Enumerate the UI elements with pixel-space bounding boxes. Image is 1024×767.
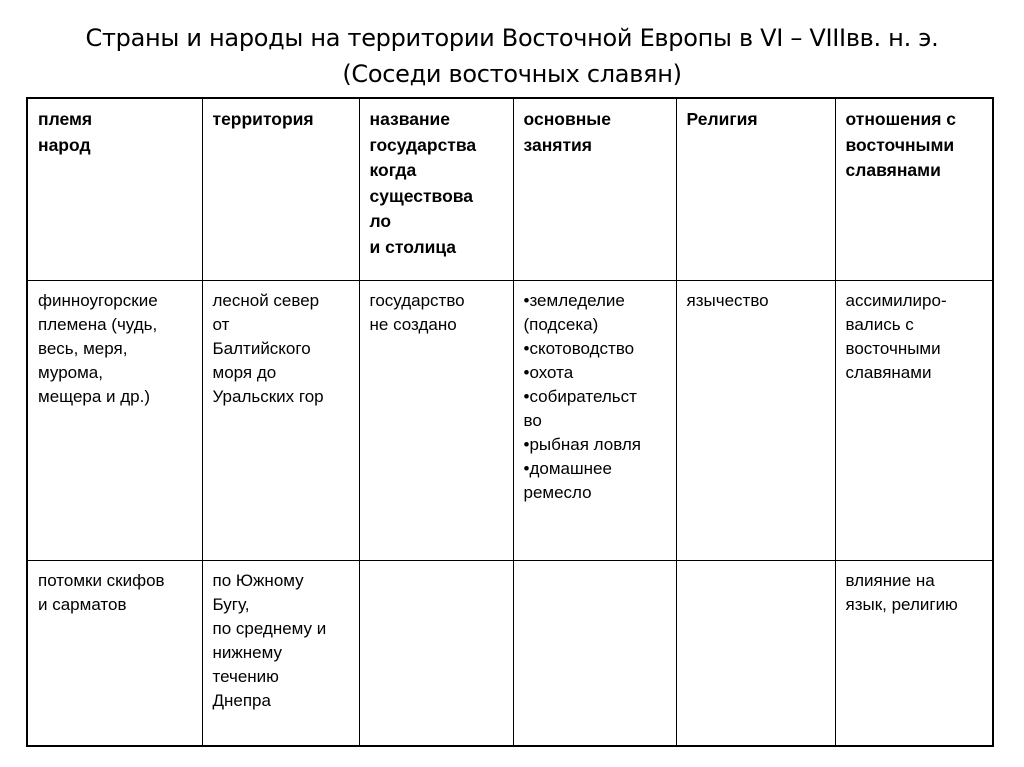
cell-tribe [27,280,202,560]
cell-religion [676,560,835,746]
cell-line: Религия [686,109,758,129]
header-cell-relations [835,98,993,280]
cell-line: и столица [369,236,457,257]
slide-title [0,20,1024,92]
cell-line: •рыбная ловля [523,434,641,454]
cell-tribe [27,560,202,746]
cell-line: территория [212,109,314,129]
cell-line: основные [523,109,611,129]
cell-line: и сарматов [38,594,127,614]
cell-occupations [513,280,676,560]
cell-line: не создано [369,314,457,334]
header-cell-religion [676,98,835,280]
cell-occupations [513,560,676,746]
cell-territory [202,560,359,746]
cell-line: славянами [845,160,941,180]
cell-territory [202,280,359,560]
cell-line: •скотоводство [523,338,635,358]
cell-line: весь, меря, [38,338,128,358]
title-line-2: (Соседи восточных славян) [342,60,682,88]
cell-line: •собирательст [523,386,637,406]
cell-religion [676,280,835,560]
cell-state [359,560,513,746]
cell-line: мещера и др.) [38,386,151,406]
cell-state [359,280,513,560]
cell-line: племя [38,109,93,129]
table-row [27,560,993,746]
cell-line: финноугорские [38,290,158,310]
cell-line: восточными [845,134,955,155]
cell-line: Бугу, [212,594,250,614]
cell-line: по Южному [212,570,304,590]
cell-line: моря до [212,362,277,382]
cell-line: Днепра [212,690,271,710]
cell-line: влияние на [845,570,935,590]
cell-line: существова [369,185,474,206]
cell-line: государства [369,134,477,155]
cell-line: нижнему [212,642,282,662]
cell-line: Уральских гор [212,386,324,406]
cell-line: •земледелие [523,290,625,310]
cell-line: от [212,314,230,334]
cell-line: ассимилиро- [845,290,947,310]
cell-line: •домашнее [523,458,612,478]
cell-relations [835,280,993,560]
cell-line: вались с [845,314,914,334]
cell-line: отношения с [845,109,957,129]
header-cell-occupations [513,98,676,280]
cell-line: •охота [523,362,574,382]
cell-line: занятия [523,134,593,155]
cell-line: славянами [845,362,932,382]
header-cell-state [359,98,513,280]
header-cell-tribe [27,98,202,280]
title-line-1: Страны и народы на территории Восточной Европы в VI – VIIIвв. н. э. [85,24,939,52]
header-row [27,98,993,280]
neighbors-table [26,97,994,747]
cell-line: название [369,109,451,129]
cell-line: государство [369,290,465,310]
cell-line: восточными [845,338,941,358]
cell-line: потомки скифов [38,570,165,590]
cell-line: течению [212,666,279,686]
cell-line: когда [369,160,417,180]
cell-line: по среднему и [212,618,327,638]
cell-line: ремесло [523,482,592,502]
cell-line: лесной север [212,290,320,310]
cell-line: язычество [686,290,769,310]
cell-relations [835,560,993,746]
cell-line: язык, религию [845,594,958,614]
cell-line: Балтийского [212,338,311,358]
cell-line: мурома, [38,362,103,382]
cell-line: племена (чудь, [38,314,158,334]
cell-line: народ [38,134,91,155]
cell-line: ло [369,211,392,231]
table-row [27,280,993,560]
cell-line: во [523,410,542,430]
header-cell-territory [202,98,359,280]
cell-line: (подсека) [523,314,599,334]
